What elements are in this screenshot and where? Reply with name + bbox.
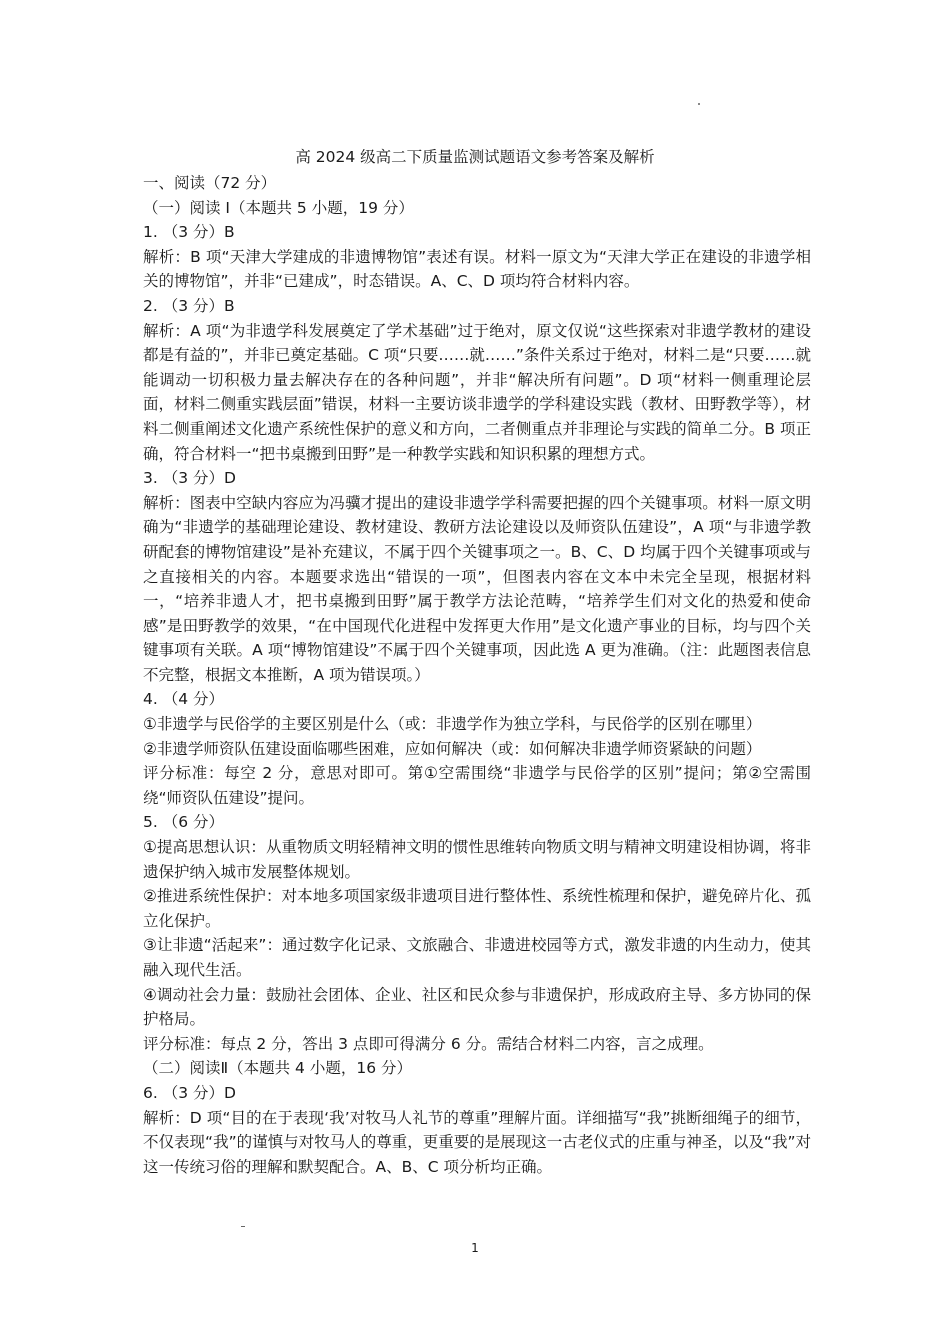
question-5-point-4: ④调动社会力量：鼓励社会团体、企业、社区和民众参与非遗保护，形成政府主导、多方协同的保护格局。 [143,985,811,1029]
question-3-analysis: 解析：图表中空缺内容应为冯骥才提出的建设非遗学学科需要把握的四个关键事项。材料一原文明确为“非遗学的基础理论建设、教材建设、教研方法论建设以及师资队伍建设”，A 项“与非遗学教研配套的博物馆建设”是补充建议，不属于四个关键事项之一。B、C、D 均属于四个关键事项或与之直接相关的内容。本题要求选出“错误的一项”，但图表内容在文本中未完全呈现，根据材料一，“培养非遗人才，把书桌搬到田野”属于教学方法论范畴，“培养学生们对文化的热爱和使命感”是田野教学的效果，“在中国现代化进程中发挥更大作用”是文化遗产事业的目标，均与四个关键事项有关联。A 项“博物馆建设”不属于四个关键事项，因此选 A 更为准确。（注：此题图表信息不完整，根据文本推断，A 项为错误项。） [143,493,811,684]
scan-mark [241,1226,245,1227]
question-4-scoring: 评分标准：每空 2 分，意思对即可。第①空需围绕“非遗学与民俗学的区别”提问；第②空需围绕“师资队伍建设”提问。 [143,764,811,807]
question-3-answer: 3. （3 分）D [143,469,236,488]
question-4-point-1: ①非遗学与民俗学的主要区别是什么（或：非遗学作为独立学科，与民俗学的区别在哪里） [143,715,762,734]
document-title: 高 2024 级高二下质量监测试题语文参考答案及解析 [295,148,655,166]
section-heading: 一、阅读（72 分） [143,174,277,192]
subsection-heading-2: （二）阅读Ⅱ（本题共 4 小题，16 分） [143,1059,412,1078]
question-5-point-1: ①提高思想认识：从重物质文明轻精神文明的惯性思维转向物质文明与精神文明建设相协调，将非遗保护纳入城市发展整体规划。 [143,838,811,881]
question-1-analysis: 解析：B 项“天津大学建成的非遗博物馆”表述有误。材料一原文为“天津大学正在建设的非遗学相关的博物馆”，并非“已建成”，时态错误。A、C、D 项均符合材料内容。 [143,247,811,291]
question-5-answer: 5. （6 分） [143,813,225,832]
question-5-point-2: ②推进系统性保护：对本地多项国家级非遗项目进行整体性、系统性梳理和保护，避免碎片化、孤立化保护。 [143,887,811,930]
question-2-analysis: 解析：A 项“为非遗学科发展奠定了学术基础”过于绝对，原文仅说“这些探索对非遗学教材的建设都是有益的”，并非已奠定基础。C 项“只要……就……”条件关系过于绝对，材料二是“只要……就能调动一切积极力量去解决存在的各种问题”，并非“解决所有问题”。D 项“材料一侧重理论层面，材料二侧重实践层面”错误，材料一主要访谈非遗学的学科建设实践（教材、田野教学等），材料二侧重阐述文化遗产系统性保护的意义和方向，二者侧重点并非理论与实践的简单二分。B 项正确，符合材料一“把书桌搬到田野”是一种教学实践和知识积累的理想方式。 [143,321,811,463]
scan-speck [698,103,700,105]
question-2-answer: 2. （3 分）B [143,296,235,315]
question-4-point-2: ②非遗学师资队伍建设面临哪些困难，应如何解决（或：如何解决非遗学师资紧缺的问题） [143,739,762,758]
question-6-analysis: 解析：D 项“目的在于表现‘我’对牧马人礼节的尊重”理解片面。详细描写“我”挑断细绳子的细节，不仅表现“我”的谨慎与对牧马人的尊重，更重要的是展现这一古老仪式的庄重与神圣，以及“我”对这一传统习俗的理解和默契配合。A、B、C 项分析均正确。 [143,1108,811,1176]
answer-body [143,171,811,1179]
page-number: 1 [471,1241,479,1255]
question-6-answer: 6. （3 分）D [143,1083,236,1102]
question-1-answer: 1. （3 分）B [143,223,235,242]
question-5-point-3: ③让非遗“活起来”：通过数字化记录、文旅融合、非遗进校园等方式，激发非遗的内生动力，使其融入现代生活。 [143,936,811,979]
question-5-scoring: 评分标准：每点 2 分，答出 3 点即可得满分 6 分。需结合材料二内容，言之成理。 [143,1034,714,1053]
subsection-heading: （一）阅读 I（本题共 5 小题，19 分） [143,198,414,217]
question-4-answer: 4. （4 分） [143,690,225,709]
